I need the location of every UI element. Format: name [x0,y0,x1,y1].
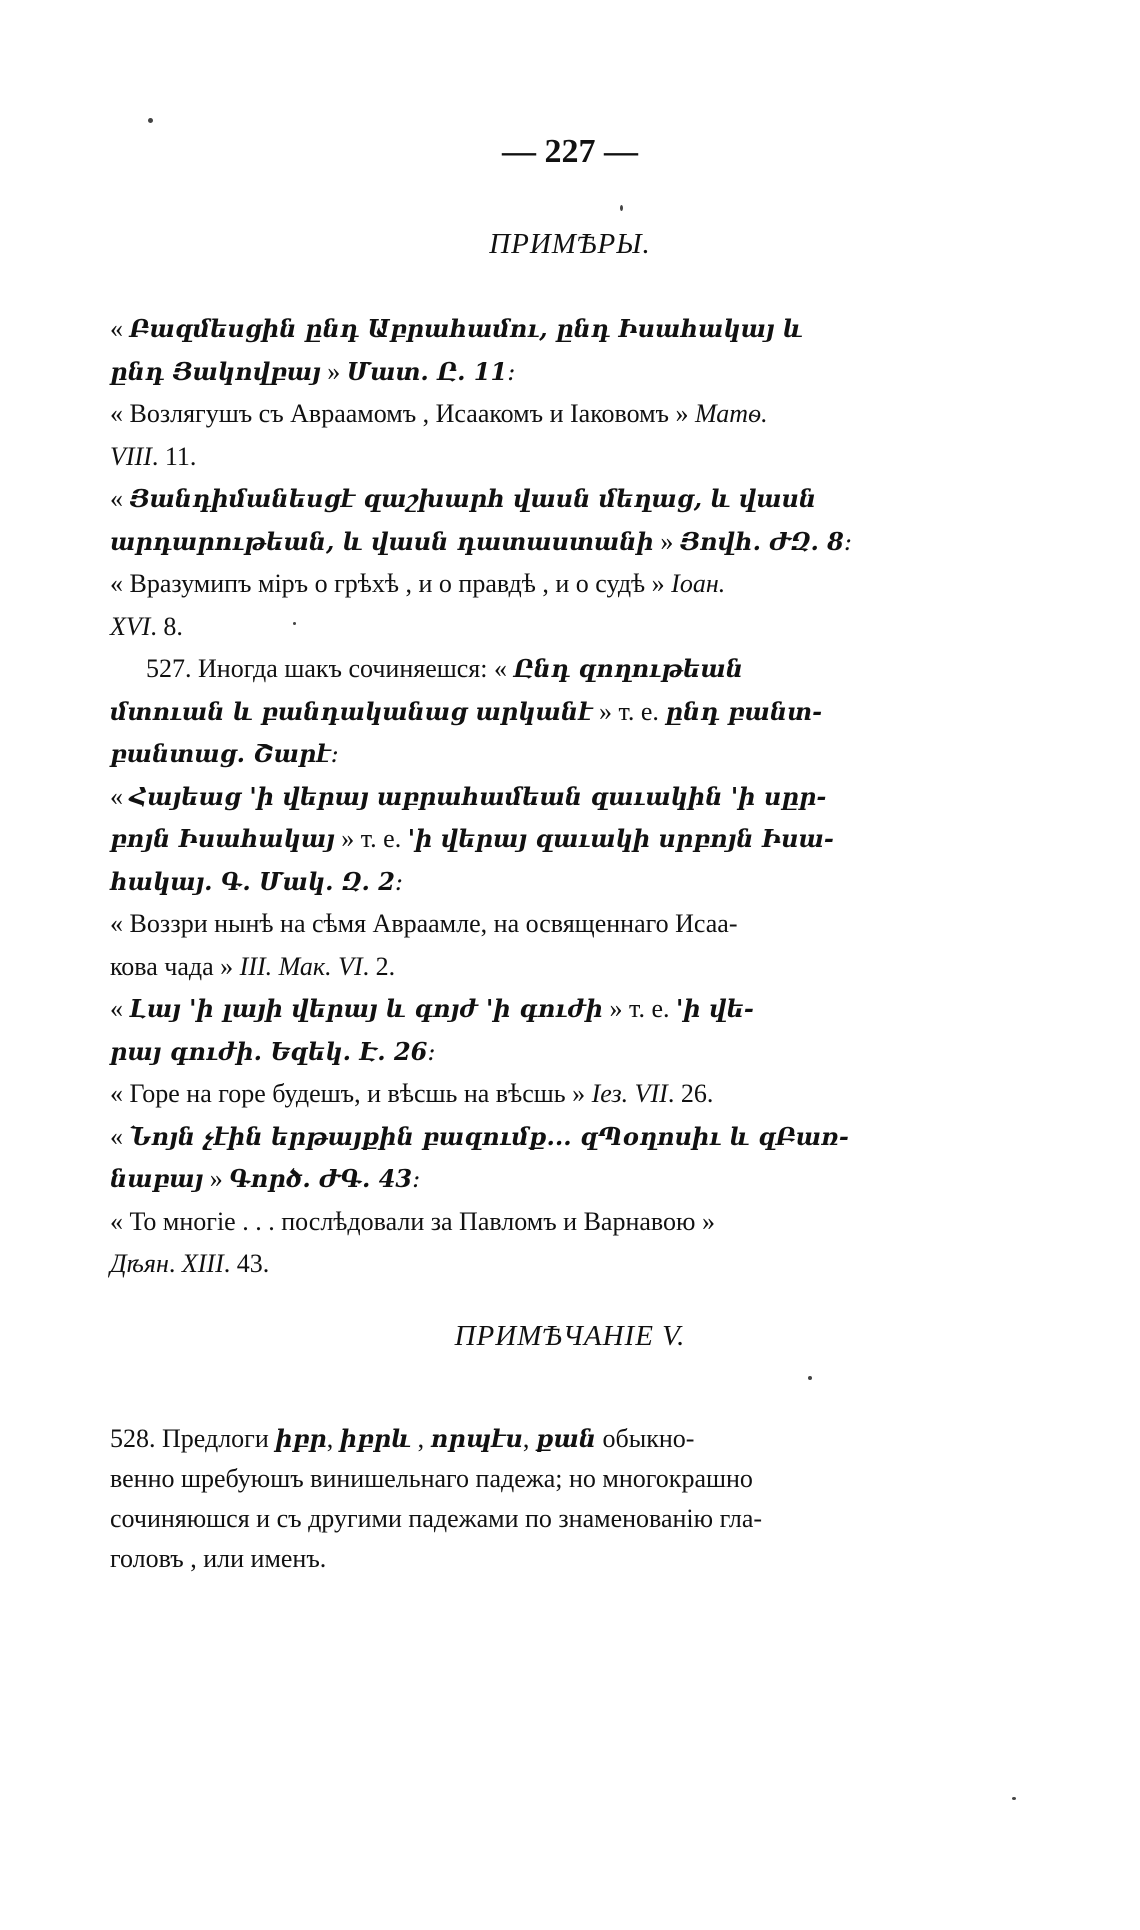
armenian-text: Գործ. ԺԳ. 43։ [229,1164,421,1193]
armenian-text: Հայեաց 'ի վերայ աբրահամեան զաւակին 'ի սըր- [129,781,827,811]
armenian-text: րայ գուժի. Եզեկ. Է. 26։ [110,1036,436,1066]
russian-text: . 11. [151,441,197,471]
russian-text: обыкно- [596,1424,695,1453]
russian-text: . [168,1249,182,1278]
reference-text: Дѣян [110,1249,169,1278]
russian-text: , [326,1424,340,1453]
russian-text: « Воззри нынѣ на сѣмя Авраамле, на освященнаго Исаа- [110,909,738,938]
russian-text: « Вразумипъ міръ о грѣхѣ , и о правдѣ , и о судѣ » [110,569,672,598]
text-line [110,1077,890,1111]
russian-text: 527. Иногда шакъ сочиняешся: « [146,654,514,683]
russian-text: « [110,1121,130,1151]
print-speck [148,118,153,123]
text-line [110,1120,890,1154]
text-line [110,780,890,814]
text-line [110,1205,890,1239]
reference-text: Іоан. [671,569,726,598]
armenian-text: որպէս [430,1424,523,1453]
armenian-text: իբրև [339,1424,412,1453]
text-line [110,1035,890,1069]
armenian-text: հակայ. Գ. Մակ. Զ. 2։ [110,866,404,896]
russian-text: . 2. [362,951,396,981]
armenian-text: բանտաց. Շարէ։ [110,739,339,768]
armenian-text: Մատ. Ը. 11։ [346,356,516,386]
russian-text: « [110,314,130,343]
paragraph-line [110,1502,890,1536]
russian-text: « [110,781,130,811]
armenian-text: բոյն Իսահակայ [110,824,335,853]
russian-text: . 26. [667,1079,714,1108]
page-number: — 227 — [502,133,638,170]
text-line [110,1247,890,1281]
russian-text: венно шребуюшъ винишельнаго падежа; но многокрашно [110,1464,753,1493]
text-line [110,482,890,516]
russian-text: . 8. [150,611,183,641]
reference-text: III. Мак. VI [239,951,363,981]
armenian-text: արդարութեան, և վասն դատաստանի [110,526,654,556]
armenian-text: ընդ Յակովբայ [110,356,321,386]
russian-text: кова чада » [110,951,240,981]
armenian-text: Նոյն չէին երթայքին բազումք... զՊօղոսիւ և զԲառ- [129,1121,849,1151]
text-line [110,907,890,941]
russian-text: » [320,356,347,386]
print-speck [1012,1797,1016,1800]
russian-text: « То многіе . . . послѣдовали за Павломъ и Варнавою » [110,1206,715,1236]
russian-text: « Горе на горе будешъ, и вѣсшь на вѣсшь » [110,1079,592,1108]
russian-text: » т. е. [603,994,676,1023]
paragraph-line [110,1462,890,1496]
text-line [110,440,890,474]
text-line [110,525,890,559]
text-line [110,992,890,1026]
text-line [110,610,890,644]
russian-text: « [110,484,130,513]
reference-text: XIII [181,1249,224,1278]
russian-text: , [411,1424,431,1453]
text-line [110,865,890,899]
russian-text: 528. Предлоги [110,1424,276,1453]
print-speck [808,1376,812,1380]
armenian-text: մտուան և բանդականաց արկանէ [110,696,593,726]
reference-text: Іез. VII [591,1079,668,1108]
armenian-text: Ընդ զողութեան [513,654,743,683]
text-line [110,950,890,984]
text-line [110,355,890,389]
text-line [110,737,890,771]
armenian-text: Բազմեսցին ընդ Աբրահամու, ընդ Իսահակայ և [129,314,803,343]
armenian-text: Յանդիմանեսցէ զաշխարհ վասն մեղաց, և վասն [129,484,817,513]
print-speck [620,205,623,211]
russian-text: . 43. [223,1249,270,1278]
reference-text: VIII [110,441,152,471]
section-heading-note: ПРИМѢЧАНІЕ V. [454,1320,686,1352]
text-line [146,652,926,686]
armenian-text: ընդ բանտ- [665,696,823,726]
russian-text: головъ , или именъ. [110,1544,327,1573]
russian-text: » [653,526,680,556]
text-line [110,312,890,346]
russian-text: » т. е. [334,824,408,853]
russian-text: , [522,1424,536,1453]
armenian-text: Յովհ. ԺԶ. 8։ [679,526,853,556]
text-line [110,1162,890,1196]
armenian-text: 'ի վե- [676,994,754,1023]
reference-text: XVI [110,611,151,641]
armenian-text: 'ի վերայ զաւակի սրբոյն Իսա- [407,824,834,853]
russian-text: » т. е. [592,696,666,726]
paragraph-line [110,1542,890,1576]
print-speck [293,622,296,625]
text-line [110,567,890,601]
russian-text: сочиняюшся и съ другими падежами по знаменованію гла- [110,1504,763,1533]
russian-text: » [203,1164,230,1193]
reference-text: Матѳ. [695,399,768,428]
paragraph-line [110,1422,890,1456]
section-heading-examples: ПРИМѢРЫ. [489,228,651,260]
russian-text: « Возлягушъ съ Авраамомъ , Исаакомъ и Іаковомъ » [110,399,695,428]
armenian-text: քան [535,1424,597,1453]
armenian-text: Լայ 'ի լայի վերայ և գոյժ 'ի գուժի [129,994,604,1023]
text-line [110,695,890,729]
russian-text: « [110,994,130,1023]
armenian-text: նաբայ [110,1164,204,1193]
text-line [110,397,890,431]
armenian-text: իբր [275,1424,327,1453]
text-line [110,822,890,856]
